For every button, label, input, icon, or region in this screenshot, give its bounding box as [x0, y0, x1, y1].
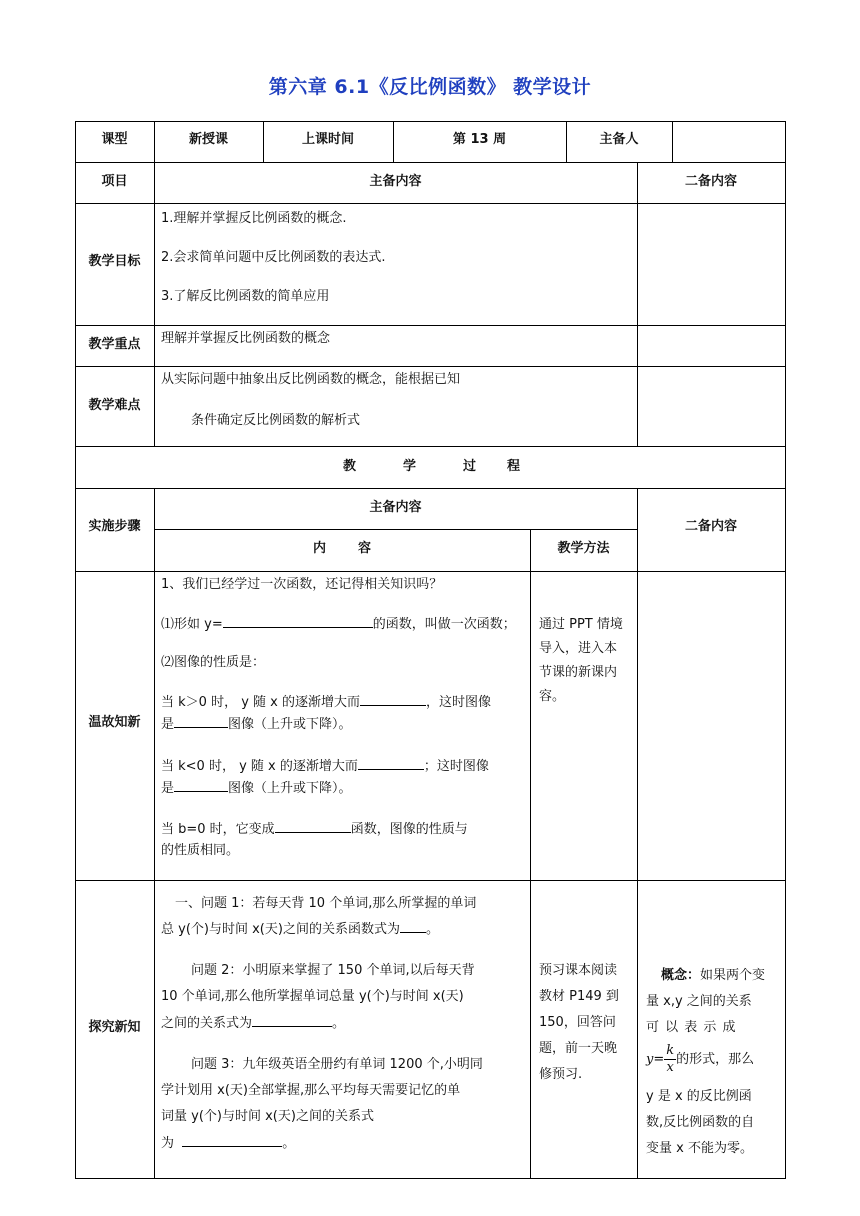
process-title-char: 学	[403, 459, 417, 474]
goal-item: 3.了解反比例函数的简单应用	[161, 289, 330, 304]
label-item: 项目	[101, 174, 128, 189]
review-line: 是 图像（上升或下降）。	[161, 777, 352, 800]
label-class-time: 上课时间	[301, 132, 354, 147]
label-lesson-type: 课型	[101, 132, 128, 147]
review-question: 1、我们已经学过一次函数，还记得相关知识吗？	[161, 577, 443, 592]
goal-item: 2.会求简单问题中反比例函数的表达式.	[161, 250, 386, 265]
difficulty-line: 条件确定反比例函数的解析式	[191, 413, 361, 428]
explore-line: 问题 3：九年级英语全册约有单词 1200 个,小明同	[191, 1057, 483, 1072]
review-line: 当 k＞0 时， y 随 x 的逐渐增大而 ，这时图像	[161, 691, 491, 714]
label-steps-main: 主备内容	[369, 500, 422, 515]
review-line: 是 图像（上升或下降）。	[161, 713, 352, 736]
explore-line: 为 。	[161, 1132, 295, 1155]
explore-line: 之间的关系式为 。	[161, 1012, 345, 1035]
explore-line: 问题 2：小明原来掌握了 150 个单词,以后每天背	[191, 963, 475, 978]
page-title: 第六章 6.1《反比例函数》 教学设计	[268, 76, 592, 98]
process-title-char: 程	[507, 459, 521, 474]
label-secondary-content: 二备内容	[684, 174, 737, 189]
label-explore: 探究新知	[88, 1020, 141, 1035]
label-content-a: 内	[313, 541, 327, 556]
explore-line: 总 y(个)与时间 x(天)之间的关系函数式为 。	[161, 918, 439, 941]
key-point-text: 理解并掌握反比例函数的概念	[161, 331, 331, 346]
process-title-char: 教	[343, 459, 357, 474]
review-line: 当 k<0 时， y 随 x 的逐渐增大而 ；这时图像	[161, 755, 489, 778]
label-difficulty: 教学难点	[88, 398, 141, 413]
label-main-content: 主备内容	[369, 174, 422, 189]
goal-item: 1.理解并掌握反比例函数的概念.	[161, 211, 347, 226]
difficulty-line: 从实际问题中抽象出反比例函数的概念，能根据已知	[161, 372, 461, 387]
review-line: ⑴形如 y= 的函数，叫做一次函数；	[161, 613, 516, 636]
formula-y-equals-k-over-x: y= $\frac{k}{x}$ 的形式，那么	[646, 1043, 755, 1075]
class-time-value: 第 13 周	[452, 132, 507, 147]
process-title-char: 过	[463, 459, 477, 474]
explore-line: 词量 y(个)与时间 x(天)之间的关系式	[161, 1109, 374, 1124]
explore-line: 10 个单词,那么他所掌握单词总量 y(个)与时间 x(天)	[161, 989, 464, 1004]
review-line: 当 b=0 时，它变成 函数，图像的性质与	[161, 818, 468, 841]
review-line: 的性质相同。	[161, 843, 240, 858]
explore-line: 学计划用 x(天)全部掌握,那么平均每天需要记忆的单	[161, 1083, 461, 1098]
label-key-point: 教学重点	[88, 337, 141, 352]
label-method: 教学方法	[557, 541, 610, 556]
label-teaching-goals: 教学目标	[88, 254, 141, 269]
explore-line: 一、问题 1：若每天背 10 个单词,那么所掌握的单词	[175, 896, 477, 911]
review-line: ⑵图像的性质是：	[161, 655, 266, 670]
label-content-b: 容	[358, 541, 372, 556]
label-steps: 实施步骤	[88, 519, 141, 534]
lesson-type-value: 新授课	[188, 132, 228, 147]
label-preparer: 主备人	[599, 132, 639, 147]
label-review: 温故知新	[88, 715, 141, 730]
label-steps-second: 二备内容	[684, 519, 737, 534]
